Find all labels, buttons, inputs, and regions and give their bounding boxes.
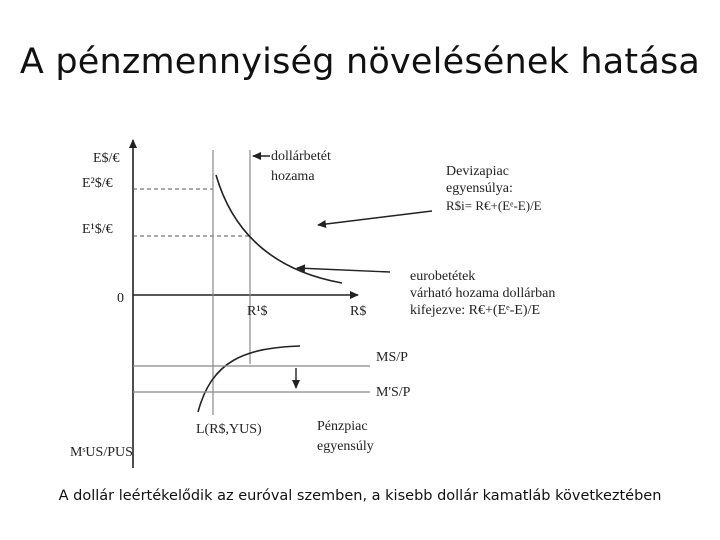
e2-label: E²$/€ — [82, 176, 113, 191]
euro-return-arrow — [297, 268, 390, 272]
caption: A dollár leértékelődik az euróval szemben, a kisebb dollár kamatláb következtében — [58, 488, 662, 504]
ms-label: MS/P — [376, 350, 408, 365]
euro-return-curve — [216, 175, 342, 283]
e1-label: E¹$/€ — [82, 222, 113, 237]
y-axis-label: E$/€ — [93, 151, 120, 166]
dollar-return-label-1: dollárbetét — [271, 149, 331, 164]
money-eq-label-2: egyensúly — [317, 439, 374, 454]
dollar-return-label-2: hozama — [271, 169, 315, 184]
ms2-label: M'S/P — [376, 385, 411, 400]
l-label: L(R$,YUS) — [196, 422, 262, 437]
euro-label-2: várható hozama dollárban — [410, 286, 556, 301]
fx-equilibrium-arrow — [318, 211, 432, 225]
euro-label-1: eurobetétek — [410, 269, 476, 284]
money-eq-label-1: Pénzpiac — [317, 419, 368, 434]
r1-label: R¹$ — [247, 304, 268, 319]
fx-eq-label-2: egyensúlya: — [446, 181, 513, 196]
euro-label-3: kifejezve: R€+(Eᵉ-E)/E — [410, 303, 541, 318]
origin-label: 0 — [117, 291, 124, 306]
page-title: A pénzmennyiség növelésének hatása — [19, 42, 701, 82]
fx-eq-label-3: R$i= R€+(Eᵉ-E)/E — [446, 198, 542, 213]
x-axis-label: R$ — [350, 304, 367, 319]
fx-eq-label-1: Devizapiac — [446, 164, 509, 179]
bottom-axis-label: MˢUS/PUS — [70, 445, 133, 460]
